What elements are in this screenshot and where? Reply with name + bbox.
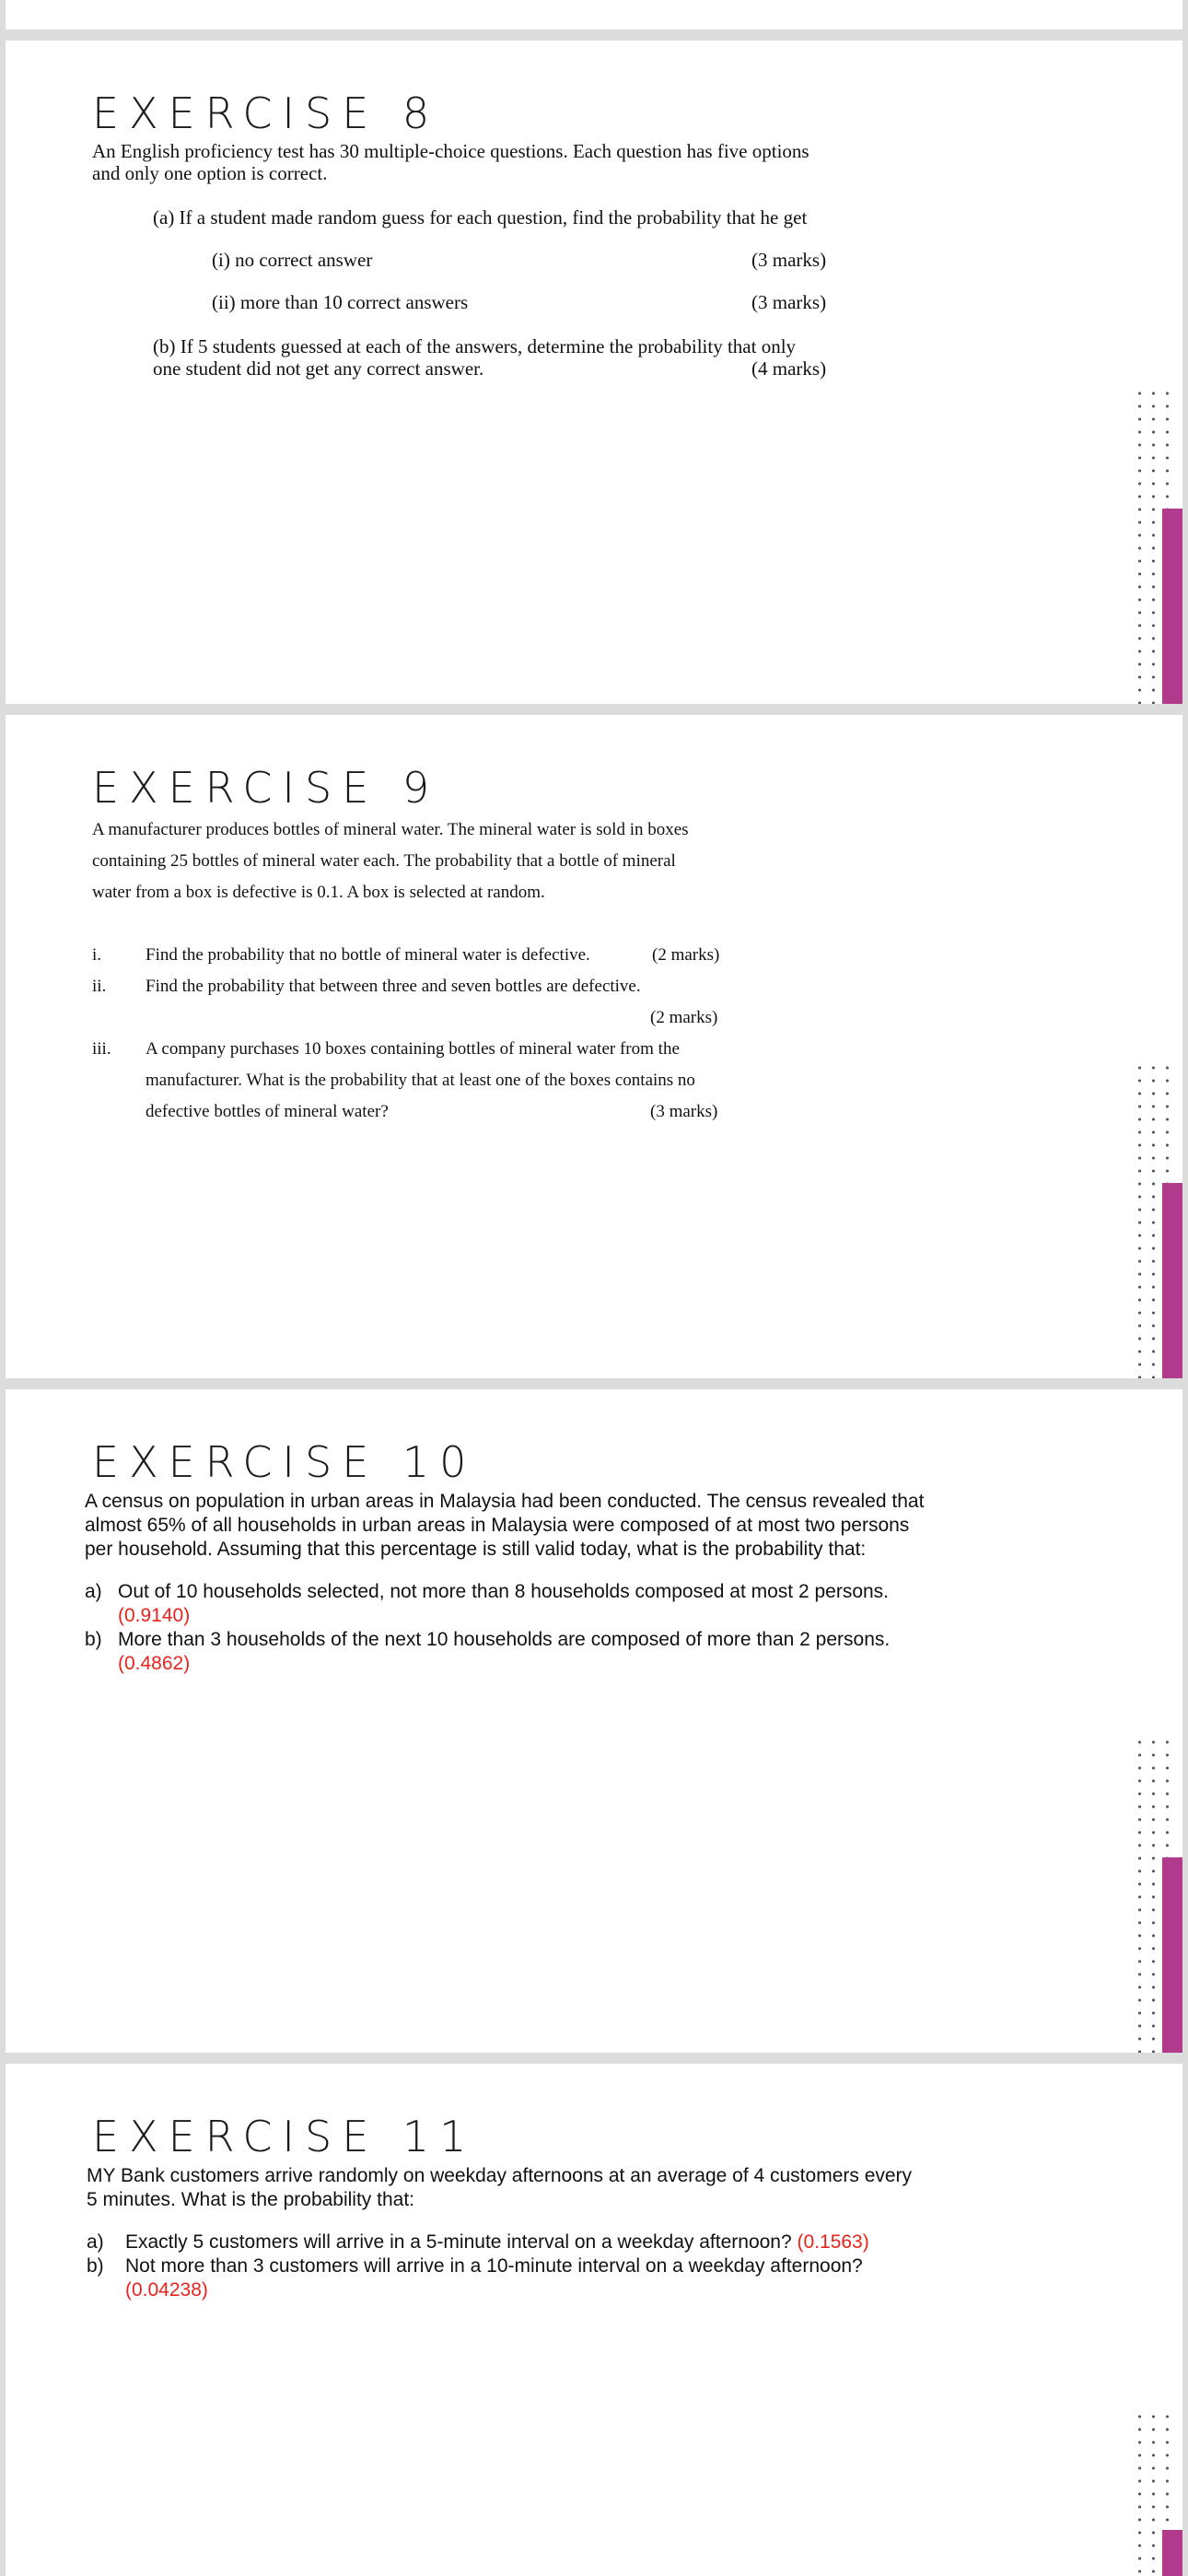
- ex9-q2: Find the probability that between three and seven bottles are defective.: [146, 977, 641, 996]
- accent-bar: [1162, 1183, 1182, 1378]
- ex8-part-a-i-marks: (3 marks): [751, 249, 827, 271]
- ex10-intro-line3: per household. Assuming that this percentage is still valid today, what is the probability that:: [85, 1539, 867, 1560]
- ex9-q3-line3: defective bottles of mineral water?: [146, 1102, 389, 1121]
- ex8-intro-line2: and only one option is correct.: [92, 162, 328, 184]
- ex10-intro-line2: almost 65% of all households in urban areas in Malaysia were composed of at most two persons: [85, 1515, 910, 1536]
- ex8-part-b-marks: (4 marks): [751, 357, 827, 380]
- ex9-q2-marks: (2 marks): [650, 1008, 718, 1027]
- ex8-part-b-line2: one student did not get any correct answer.: [153, 357, 484, 380]
- ex10-b-answer: (0.4862): [118, 1653, 191, 1674]
- ex10-a-answer: (0.9140): [118, 1605, 191, 1626]
- ex8-intro-line1: An English proficiency test has 30 multiple-choice questions. Each question has five options: [92, 140, 809, 162]
- ex9-q2-number: ii.: [92, 977, 107, 996]
- ex11-intro-line1: MY Bank customers arrive randomly on weekday afternoons at an average of 4 customers every: [87, 2165, 913, 2186]
- exercise-10-title: EXERCISE 10: [92, 1437, 477, 1487]
- ex8-part-a-ii-marks: (3 marks): [751, 291, 827, 313]
- ex10-intro-line1: A census on population in urban areas in Malaysia had been conducted. The census revealed that: [85, 1491, 925, 1512]
- ex9-q3-marks: (3 marks): [650, 1102, 718, 1121]
- ex9-intro-line1: A manufacturer produces bottles of mineral water. The mineral water is sold in boxes: [92, 820, 689, 839]
- accent-bar: [1162, 1857, 1182, 2053]
- exercise-8-title: EXERCISE 8: [92, 88, 440, 138]
- ex11-a-label: a): [87, 2231, 104, 2253]
- slide-exercise-10: [6, 1389, 1182, 2053]
- slide-top-partial: [6, 0, 1182, 29]
- slide-exercise-8: [6, 41, 1182, 704]
- ex8-part-b-line1: (b) If 5 students guessed at each of the answers, determine the probability that only: [153, 335, 797, 357]
- ex9-q1-marks: (2 marks): [652, 945, 720, 965]
- ex11-b-text: Not more than 3 customers will arrive in a 10-minute interval on a weekday afternoon?: [125, 2255, 863, 2277]
- exercise-11-title: EXERCISE 11: [92, 2112, 477, 2161]
- exercise-9-title: EXERCISE 9: [92, 763, 440, 813]
- ex9-intro-line3: water from a box is defective is 0.1. A box is selected at random.: [92, 883, 545, 902]
- accent-bar: [1162, 509, 1182, 704]
- ex9-intro-line2: containing 25 bottles of mineral water each. The probability that a bottle of mineral: [92, 851, 676, 871]
- ex11-b-answer: (0.04238): [125, 2279, 208, 2301]
- ex9-q3-line2: manufacturer. What is the probability that at least one of the boxes contains no: [146, 1071, 695, 1090]
- ex11-intro-line2: 5 minutes. What is the probability that:: [87, 2189, 415, 2210]
- ex8-part-a-i: (i) no correct answer: [212, 249, 373, 271]
- ex9-q3-number: iii.: [92, 1039, 111, 1059]
- slide-exercise-11: [6, 2064, 1182, 2576]
- accent-bar: [1162, 2530, 1182, 2576]
- ex11-a-question: Exactly 5 customers will arrive in a 5-minute interval on a weekday afternoon?: [125, 2231, 792, 2253]
- slide-exercise-9: [6, 715, 1182, 1378]
- ex10-a-label: a): [85, 1581, 102, 1602]
- ex8-part-a: (a) If a student made random guess for each question, find the probability that he get: [153, 206, 808, 228]
- ex8-part-a-ii: (ii) more than 10 correct answers: [212, 291, 469, 313]
- ex10-b-label: b): [85, 1629, 102, 1650]
- ex11-a-answer: (0.1563): [797, 2231, 869, 2253]
- ex9-q1: Find the probability that no bottle of mineral water is defective.: [146, 945, 590, 965]
- ex9-q1-number: i.: [92, 945, 102, 965]
- ex10-a-text: Out of 10 households selected, not more than 8 households composed at most 2 persons.: [118, 1581, 890, 1602]
- ex10-b-text: More than 3 households of the next 10 households are composed of more than 2 persons.: [118, 1629, 891, 1650]
- ex9-q3-line1: A company purchases 10 boxes containing bottles of mineral water from the: [146, 1039, 680, 1059]
- ex11-a-text: [125, 2231, 869, 2254]
- ex11-b-label: b): [87, 2255, 104, 2277]
